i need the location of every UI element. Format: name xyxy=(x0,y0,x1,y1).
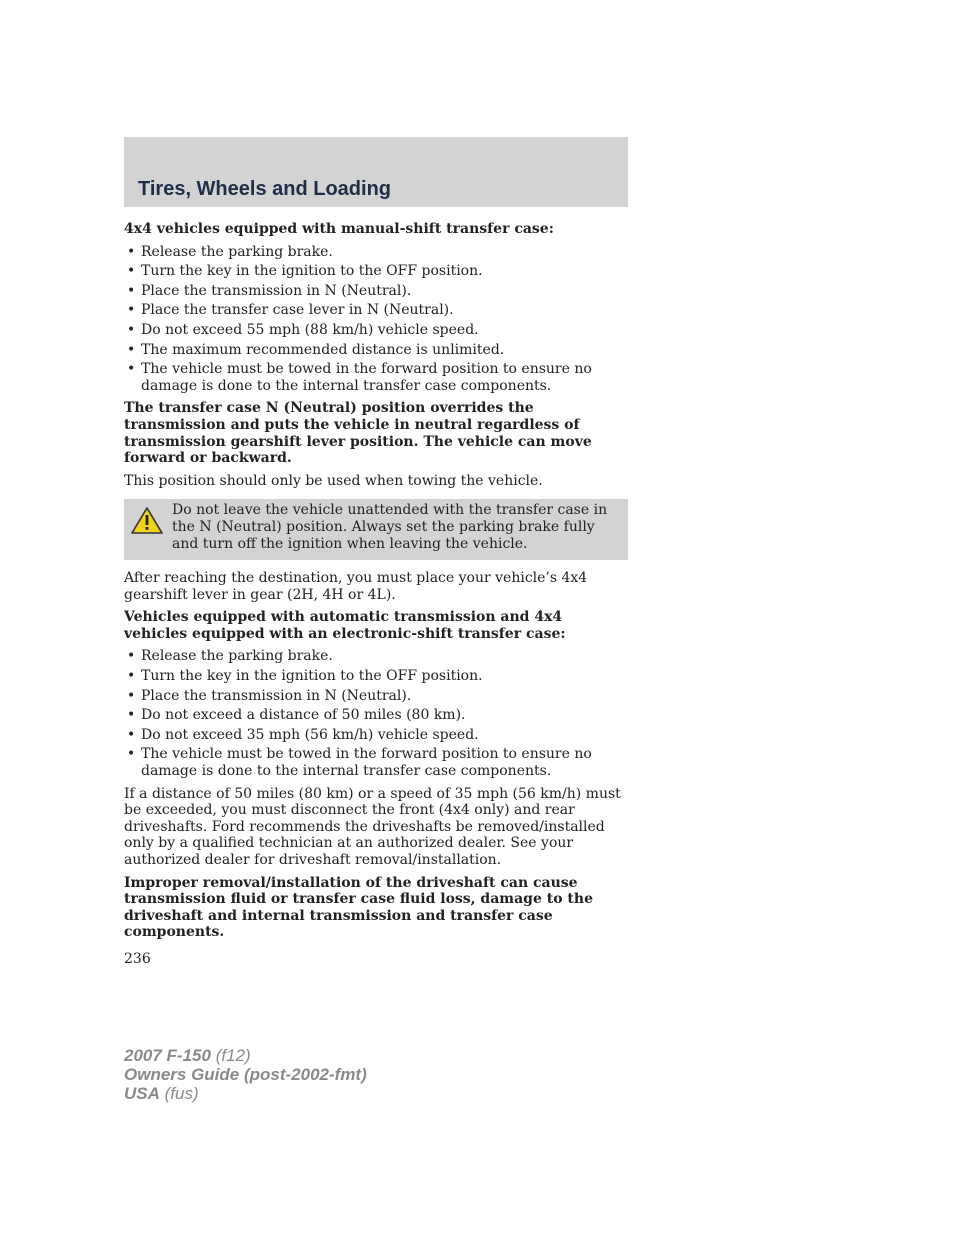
footer-market-code: (fus) xyxy=(164,1084,199,1103)
neutral-override-note: The transfer case N (Neutral) position overrides the transmission and puts the vehicle in neutral regardless of transmission gearshift lever position. The vehicle can move forward or backward. xyxy=(124,400,592,467)
section1-heading: 4x4 vehicles equipped with manual-shift transfer case: xyxy=(124,221,554,237)
section-header-band xyxy=(124,137,628,207)
page-content xyxy=(124,221,628,968)
after-destination-text: After reaching the destination, you must place your vehicle’s 4x4 gearshift lever in gear (2H, 4H or 4L). xyxy=(124,570,588,603)
warning-triangle-icon xyxy=(130,506,164,536)
list-item: • Do not exceed 55 mph (88 km/h) vehicle speed. xyxy=(124,322,628,339)
driveshaft-paragraph: If a distance of 50 miles (80 km) or a speed of 35 mph (56 km/h) must be exceeded, you must disconnect the front (4x4 only) and rear driveshafts. Ford recommends the driveshafts be removed/installed only by a qualified technician at an authorized dealer. See your authorized dealer for driveshaft removal/installation. xyxy=(124,785,621,868)
footer-line-1 xyxy=(124,1046,367,1065)
towing-only-note: This position should only be used when towing the vehicle. xyxy=(124,472,543,489)
document-footer xyxy=(124,1046,367,1103)
list-item: • Turn the key in the ignition to the OFF position. xyxy=(124,263,628,280)
section2-heading: Vehicles equipped with automatic transmission and 4x4 vehicles equipped with an electronic-shift transfer case: xyxy=(124,609,566,642)
list-item: • The vehicle must be towed in the forward position to ensure no damage is done to the internal transfer case components. xyxy=(124,746,628,779)
list-item: • Place the transmission in N (Neutral). xyxy=(124,283,628,300)
footer-guide: Owners Guide (post-2002-fmt) xyxy=(124,1065,367,1084)
footer-model-code: (f12) xyxy=(215,1046,251,1065)
section-title: Tires, Wheels and Loading xyxy=(138,178,392,200)
warning-box xyxy=(124,499,628,560)
page-number: 236 xyxy=(124,950,151,967)
warning-text: Do not leave the vehicle unattended with the transfer case in the N (Neutral) position. Always set the parking brake fully and turn off the ignition when leaving the vehicle. xyxy=(172,502,608,552)
list-item: • Place the transmission in N (Neutral). xyxy=(124,688,628,705)
list-item: • Do not exceed 35 mph (56 km/h) vehicle speed. xyxy=(124,727,628,744)
list-item: • The vehicle must be towed in the forward position to ensure no damage is done to the internal transfer case components. xyxy=(124,361,628,394)
footer-line-2 xyxy=(124,1065,367,1084)
list-item: • Release the parking brake. xyxy=(124,648,628,665)
section2-bullet-list xyxy=(124,648,628,779)
footer-market: USA xyxy=(124,1084,160,1103)
driveshaft-caution: Improper removal/installation of the driveshaft can cause transmission fluid or transfer case fluid loss, damage to the driveshaft and internal transmission and transfer case components. xyxy=(124,874,593,941)
list-item: • Place the transfer case lever in N (Neutral). xyxy=(124,302,628,319)
section1-bullet-list xyxy=(124,244,628,395)
list-item: • Release the parking brake. xyxy=(124,244,628,261)
footer-model: 2007 F-150 xyxy=(124,1046,211,1065)
list-item: • The maximum recommended distance is unlimited. xyxy=(124,342,628,359)
list-item: • Turn the key in the ignition to the OFF position. xyxy=(124,668,628,685)
footer-line-3 xyxy=(124,1084,367,1103)
list-item: • Do not exceed a distance of 50 miles (80 km). xyxy=(124,707,628,724)
